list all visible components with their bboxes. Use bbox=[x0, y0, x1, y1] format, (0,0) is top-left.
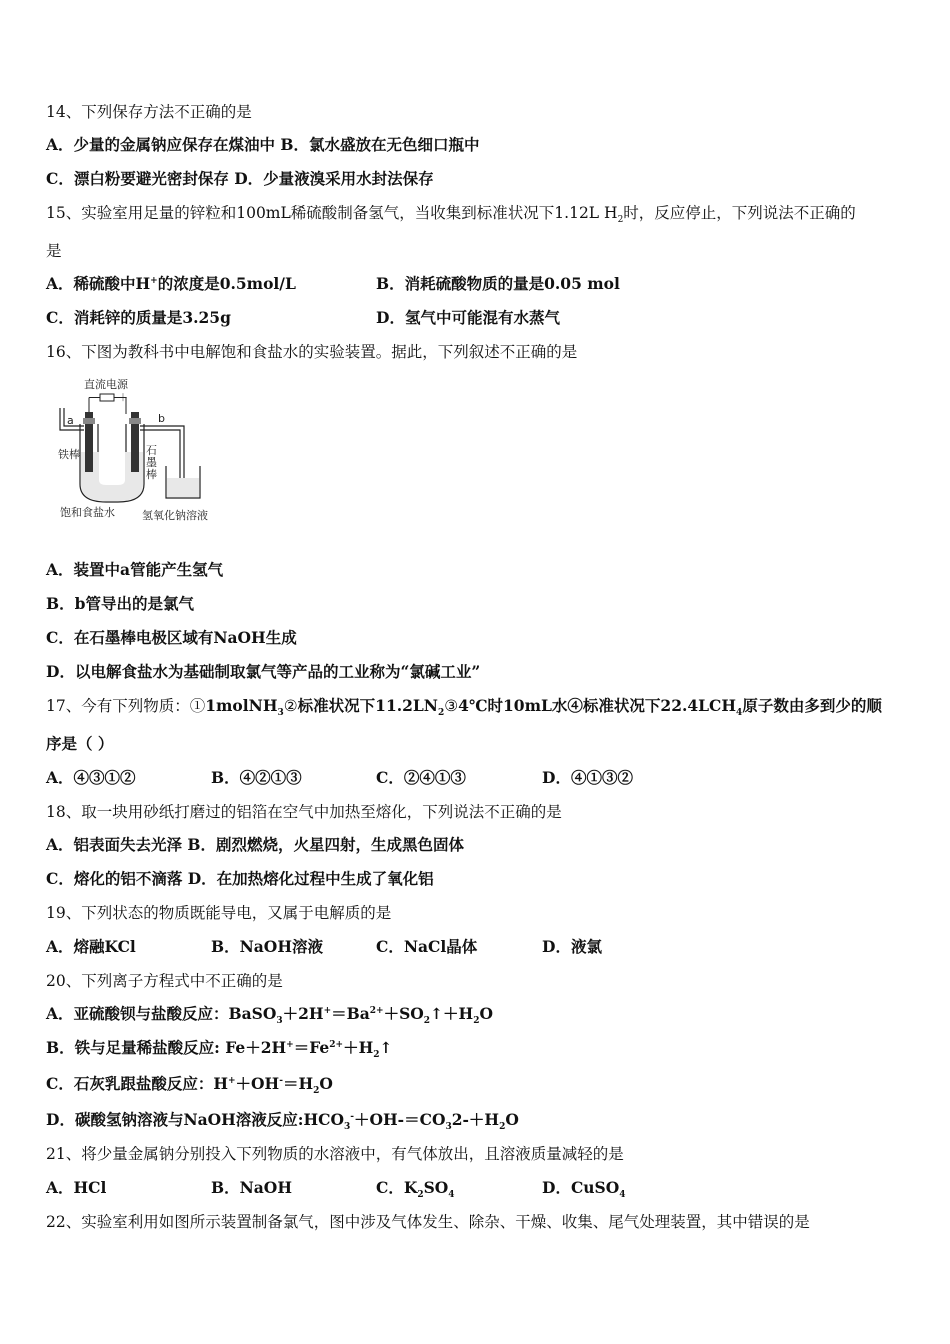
option-c: C．NaCl晶体 bbox=[376, 937, 478, 956]
question-19-stem: 19、下列状态的物质既能导电，又属于电解质的是 bbox=[46, 904, 392, 922]
question-18-stem: 18、取一块用砂纸打磨过的铝箔在空气中加热至熔化，下列说法不正确的是 bbox=[46, 803, 562, 821]
option-d: D．液氯 bbox=[542, 937, 602, 956]
question-14-options-cd: C．漂白粉要避光密封保存 D．少量液溴采用水封法保存 bbox=[46, 169, 434, 188]
option-c: C．$K_2SO_4$ bbox=[376, 1178, 455, 1201]
option-c: C．②④①③ bbox=[376, 768, 466, 787]
question-20-option-d: D．碳酸氢钠溶液与NaOH溶液反应$:HCO_3^-+OH-=CO_32-+H_2O$ bbox=[46, 1110, 519, 1133]
tube-b-label: b bbox=[158, 412, 165, 425]
question-14-options-ab: A．少量的金属钠应保存在煤油中 B．氯水盛放在无色细口瓶中 bbox=[46, 135, 480, 154]
question-18-options-ab: A．铝表面失去光泽 B．剧烈燃烧，火星四射，生成黑色固体 bbox=[46, 835, 465, 854]
option-a: A．稀硫酸中H+的浓度是0.5mol/L bbox=[46, 274, 296, 293]
option-c: C．消耗锌的质量是3.25g bbox=[46, 308, 231, 327]
question-16-stem: 16、下图为教科书中电解饱和食盐水的实验装置。据此，下列叙述不正确的是 bbox=[46, 343, 578, 361]
question-21-stem: 21、将少量金属钠分别投入下列物质的水溶液中，有气体放出，且溶液质量减轻的是 bbox=[46, 1145, 624, 1163]
question-15-stem-cont: 是 bbox=[46, 242, 62, 260]
option-b: B．④②①③ bbox=[211, 768, 302, 787]
option-d: D．CuSO$_4$ bbox=[542, 1178, 626, 1201]
graphite-label-2: 墨 bbox=[146, 456, 157, 469]
question-17-stem-cont: 序是（ ） bbox=[46, 734, 114, 753]
option-d: D．④①③② bbox=[542, 768, 633, 787]
graphite-label-3: 棒 bbox=[146, 468, 157, 481]
question-18-options-cd: C．熔化的铝不滴落 D．在加热熔化过程中生成了氧化铝 bbox=[46, 869, 434, 888]
question-16-option-c: C．在石墨棒电极区域有NaOH生成 bbox=[46, 628, 297, 647]
plus-label: ＋ bbox=[118, 393, 128, 404]
tube-a-label: a bbox=[67, 414, 74, 427]
question-20-option-a: A．亚硫酸钡与盐酸反应：$BaSO_3+2H^+=Ba^{2+}+SO_2↑+H_2O$ bbox=[46, 1004, 493, 1027]
graphite-label-1: 石 bbox=[146, 444, 157, 457]
question-20-option-c: C．石灰乳跟盐酸反应：$H^++OH^-=H_2O$ bbox=[46, 1074, 333, 1097]
question-15-stem: 15、实验室用足量的锌粒和100mL稀硫酸制备氢气，当收集到标准状况下1.12L $H_2$时，反应停止，下列说法不正确的 bbox=[46, 204, 856, 226]
option-b: B．NaOH溶液 bbox=[211, 937, 323, 956]
option-b: B．NaOH bbox=[211, 1178, 292, 1197]
brine-label: 饱和食盐水 bbox=[60, 506, 115, 519]
minus-label: － bbox=[90, 393, 100, 404]
electrolysis-apparatus-diagram bbox=[54, 374, 224, 524]
option-a: A．④③①② bbox=[46, 768, 136, 787]
iron-rod-label: 铁棒 bbox=[58, 448, 80, 461]
power-label: 直流电源 bbox=[84, 378, 128, 391]
question-20-stem: 20、下列离子方程式中不正确的是 bbox=[46, 972, 283, 990]
question-16-option-a: A．装置中a管能产生氢气 bbox=[46, 560, 224, 579]
naoh-solution-label: 氢氧化钠溶液 bbox=[142, 509, 208, 522]
question-14-stem: 14、下列保存方法不正确的是 bbox=[46, 103, 252, 121]
option-a: A．HCl bbox=[46, 1178, 107, 1197]
option-d: D．氢气中可能混有水蒸气 bbox=[376, 308, 560, 327]
question-16-option-b: B．b管导出的是氯气 bbox=[46, 594, 194, 613]
question-22-stem: 22、实验室利用如图所示装置制备氯气，图中涉及气体发生、除杂、干燥、收集、尾气处理装置，其中错误的是 bbox=[46, 1213, 810, 1231]
option-a: A．熔融KCl bbox=[46, 937, 136, 956]
question-20-option-b: B．铁与足量稀盐酸反应: $Fe+2H^+=Fe^{2+}+H_2↑$ bbox=[46, 1038, 393, 1061]
question-16-option-d: D．以电解食盐水为基础制取氯气等产品的工业称为“氯碱工业” bbox=[46, 662, 481, 681]
question-17-stem: 17、今有下列物质：①1molNH$_3$②标准状况下$11.2LN_2③4℃$时10mL水④标准状况下$22.4LCH_4$原子数由多到少的顺 bbox=[46, 696, 882, 719]
option-b: B．消耗硫酸物质的量是0.05 mol bbox=[376, 274, 620, 293]
